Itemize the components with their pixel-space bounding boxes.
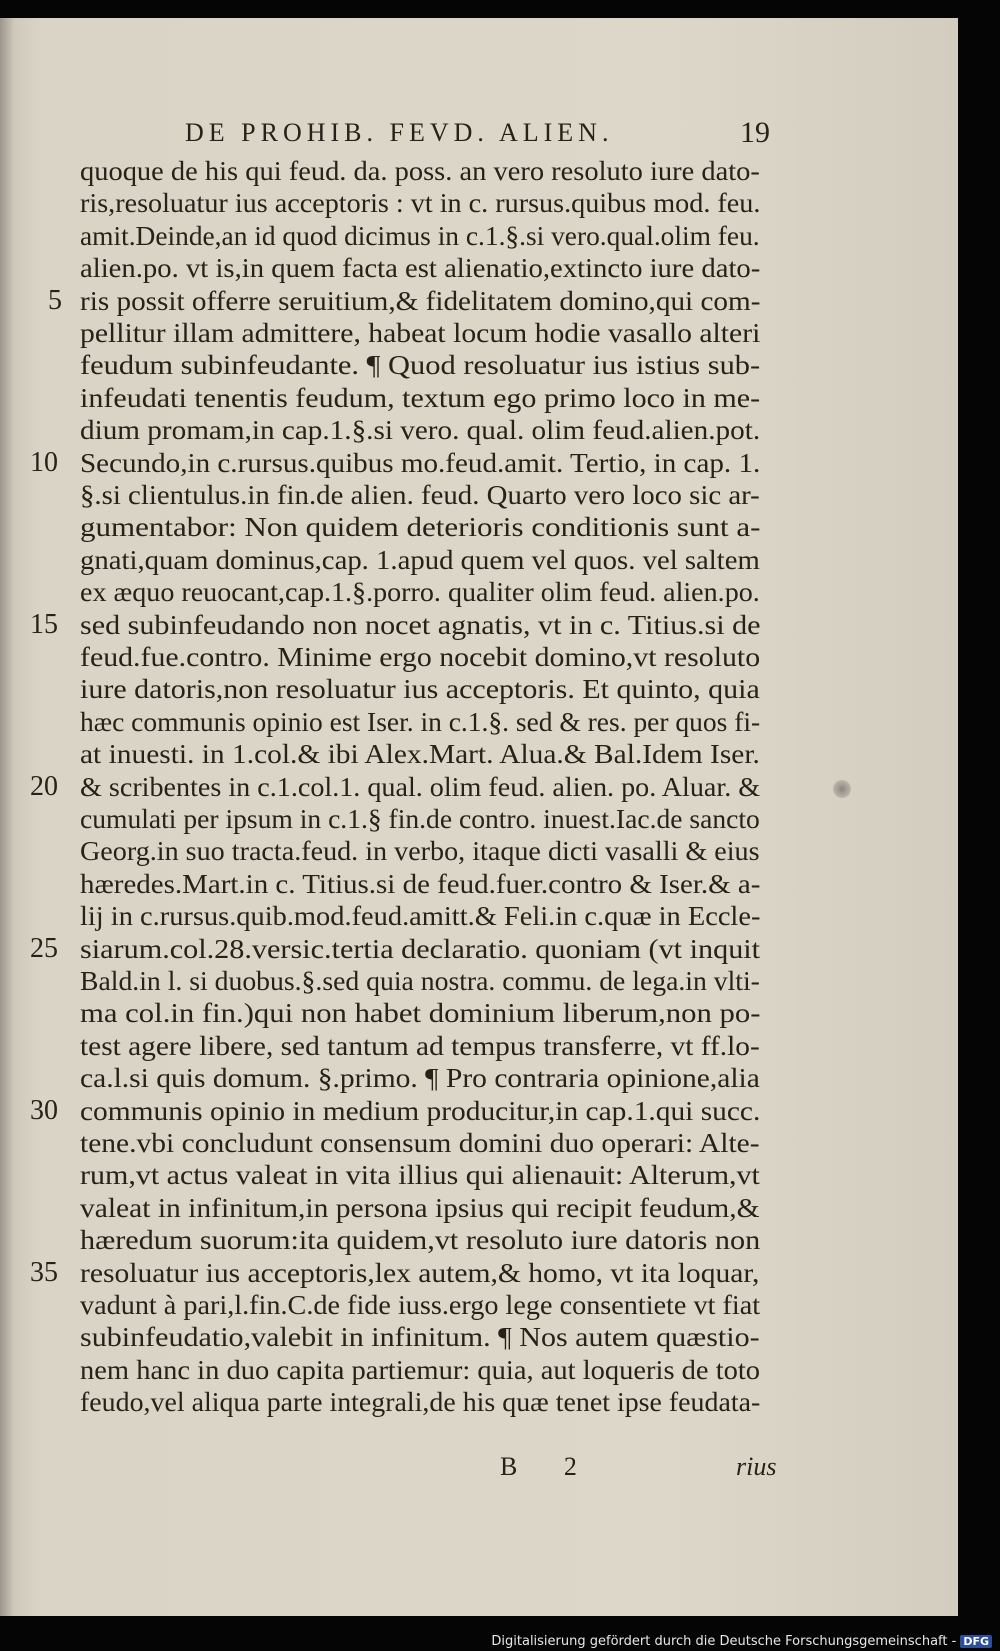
text-line: tene.vbi concludunt consensum domini duo operari: Alte- bbox=[80, 1128, 760, 1158]
text-line: iure datoris,non resoluatur ius acceptoris. Et quinto, quia bbox=[80, 674, 760, 705]
text-line: Bald.in l. si duobus.§.sed quia nostra. commu. de lega.in vlti- bbox=[80, 966, 760, 996]
margin-line-number: 25 bbox=[30, 932, 58, 964]
text-line: ca.l.si quis domum. §.primo. ¶ Pro contraria opinione,alia bbox=[80, 1063, 760, 1094]
text-line: feud.fue.contro. Minime ergo nocebit domino,vt resoluto bbox=[80, 642, 761, 672]
text-line: gumentabor: Non quidem deterioris conditionis sunt a- bbox=[80, 512, 761, 543]
text-line: §.si clientulus.in fin.de alien. feud. Quarto vero loco sic ar- bbox=[80, 480, 760, 510]
text-line: Georg.in suo tracta.feud. in verbo, itaque dicti vasalli & eius bbox=[80, 836, 760, 867]
book-page bbox=[0, 18, 958, 1616]
text-line: ex æquo reuocant,cap.1.§.porro. qualiter olim feud. alien.po. bbox=[80, 577, 760, 608]
folio-number: 19 bbox=[740, 116, 770, 149]
text-line: lij in c.rursus.quib.mod.feud.amitt.& Feli.in c.quæ in Eccle- bbox=[80, 901, 761, 932]
paper-spot bbox=[833, 780, 851, 798]
text-line: amit.Deinde,an id quod dicimus in c.1.§.si vero.qual.olim feu. bbox=[80, 220, 760, 251]
text-line: vadunt à pari,l.fin.C.de fide iuss.ergo lege consentiete vt fiat bbox=[80, 1290, 761, 1320]
text-line: hæredes.Mart.in c. Titius.si de feud.fuer.contro & Iser.& a- bbox=[80, 868, 761, 899]
text-line: ris,resoluatur ius acceptoris : vt in c. rursus.quibus mod. feu. bbox=[80, 188, 761, 219]
text-line: alien.po. vt is,in quem facta est alienatio,extincto iure dato- bbox=[80, 253, 761, 284]
margin-line-number: 5 bbox=[48, 284, 62, 316]
margin-line-number: 10 bbox=[30, 446, 58, 478]
text-line: hæc communis opinio est Iser. in c.1.§. sed & res. per quos fi- bbox=[80, 706, 761, 737]
text-line: resoluatur ius acceptoris,lex autem,& homo, vt ita loquar, bbox=[80, 1257, 760, 1288]
catchword: rius bbox=[736, 1452, 777, 1481]
text-line: subinfeudatio,valebit in infinitum. ¶ Nos autem quæstio- bbox=[80, 1322, 760, 1353]
text-line: sed subinfeudando non nocet agnatis, vt in c. Titius.si de bbox=[80, 609, 761, 640]
text-line: pellitur illam admittere, habeat locum hodie vasallo alteri bbox=[80, 318, 761, 348]
text-line: ma col.in fin.)qui non habet dominium liberum,non po- bbox=[80, 998, 761, 1029]
text-line: siarum.col.28.versic.tertia declaratio. quoniam (vt inquit bbox=[80, 933, 761, 964]
text-line: hæredum suorum:ita quidem,vt resoluto iure datoris non bbox=[80, 1225, 761, 1256]
text-line: feudo,vel aliqua parte integrali,de his quæ tenet ipse feudata- bbox=[80, 1387, 761, 1418]
running-title: DE PROHIB. FEVD. ALIEN. bbox=[185, 118, 614, 147]
text-line: Secundo,in c.rursus.quibus mo.feud.amit. Tertio, in cap. 1. bbox=[80, 447, 761, 478]
margin-line-number: 35 bbox=[30, 1256, 58, 1288]
text-line: cumulati per ipsum in c.1.§ fin.de contro. inuest.Iac.de sancto bbox=[80, 804, 760, 834]
text-line: quoque de his qui feud. da. poss. an vero resoluto iure dato- bbox=[80, 156, 760, 186]
text-line: valeat in infinitum,in persona ipsius qui recipit feudum,& bbox=[80, 1192, 760, 1223]
text-line: infeudati tenentis feudum, textum ego primo loco in me- bbox=[80, 382, 761, 413]
credit-text: Digitalisierung gefördert durch die Deutsche Forschungsgemeinschaft - bbox=[491, 1634, 957, 1649]
text-line: at inuesti. in 1.col.& ibi Alex.Mart. Alua.& Bal.Idem Iser. bbox=[80, 739, 760, 770]
margin-line-number: 30 bbox=[30, 1094, 58, 1126]
text-line: rum,vt actus valeat in vita illius qui alienauit: Alterum,vt bbox=[80, 1160, 760, 1191]
text-line: communis opinio in medium producitur,in cap.1.qui succ. bbox=[80, 1095, 761, 1126]
text-line: gnati,quam dominus,cap. 1.apud quem vel quos. vel saltem bbox=[80, 544, 760, 575]
digitization-credit bbox=[491, 1634, 992, 1649]
dfg-logo: DFG bbox=[960, 1635, 992, 1648]
text-line: nem hanc in duo capita partiemur: quia, aut loqueris de toto bbox=[80, 1354, 761, 1385]
running-header bbox=[185, 118, 770, 148]
margin-line-number: 15 bbox=[30, 608, 58, 640]
text-line: ris possit offerre seruitium,& fidelitatem domino,qui com- bbox=[80, 285, 761, 316]
text-line: dium promam,in cap.1.§.si vero. qual. olim feud.alien.pot. bbox=[80, 415, 761, 446]
text-line: test agere libere, sed tantum ad tempus transferre, vt ff.lo- bbox=[80, 1030, 760, 1061]
signature-mark: B 2 bbox=[500, 1452, 597, 1481]
margin-line-number: 20 bbox=[30, 770, 58, 802]
text-line: & scribentes in c.1.col.1. qual. olim feud. alien. po. Aluar. & bbox=[80, 771, 761, 802]
text-line: feudum subinfeudante. ¶ Quod resoluatur ius istius sub- bbox=[80, 350, 761, 381]
